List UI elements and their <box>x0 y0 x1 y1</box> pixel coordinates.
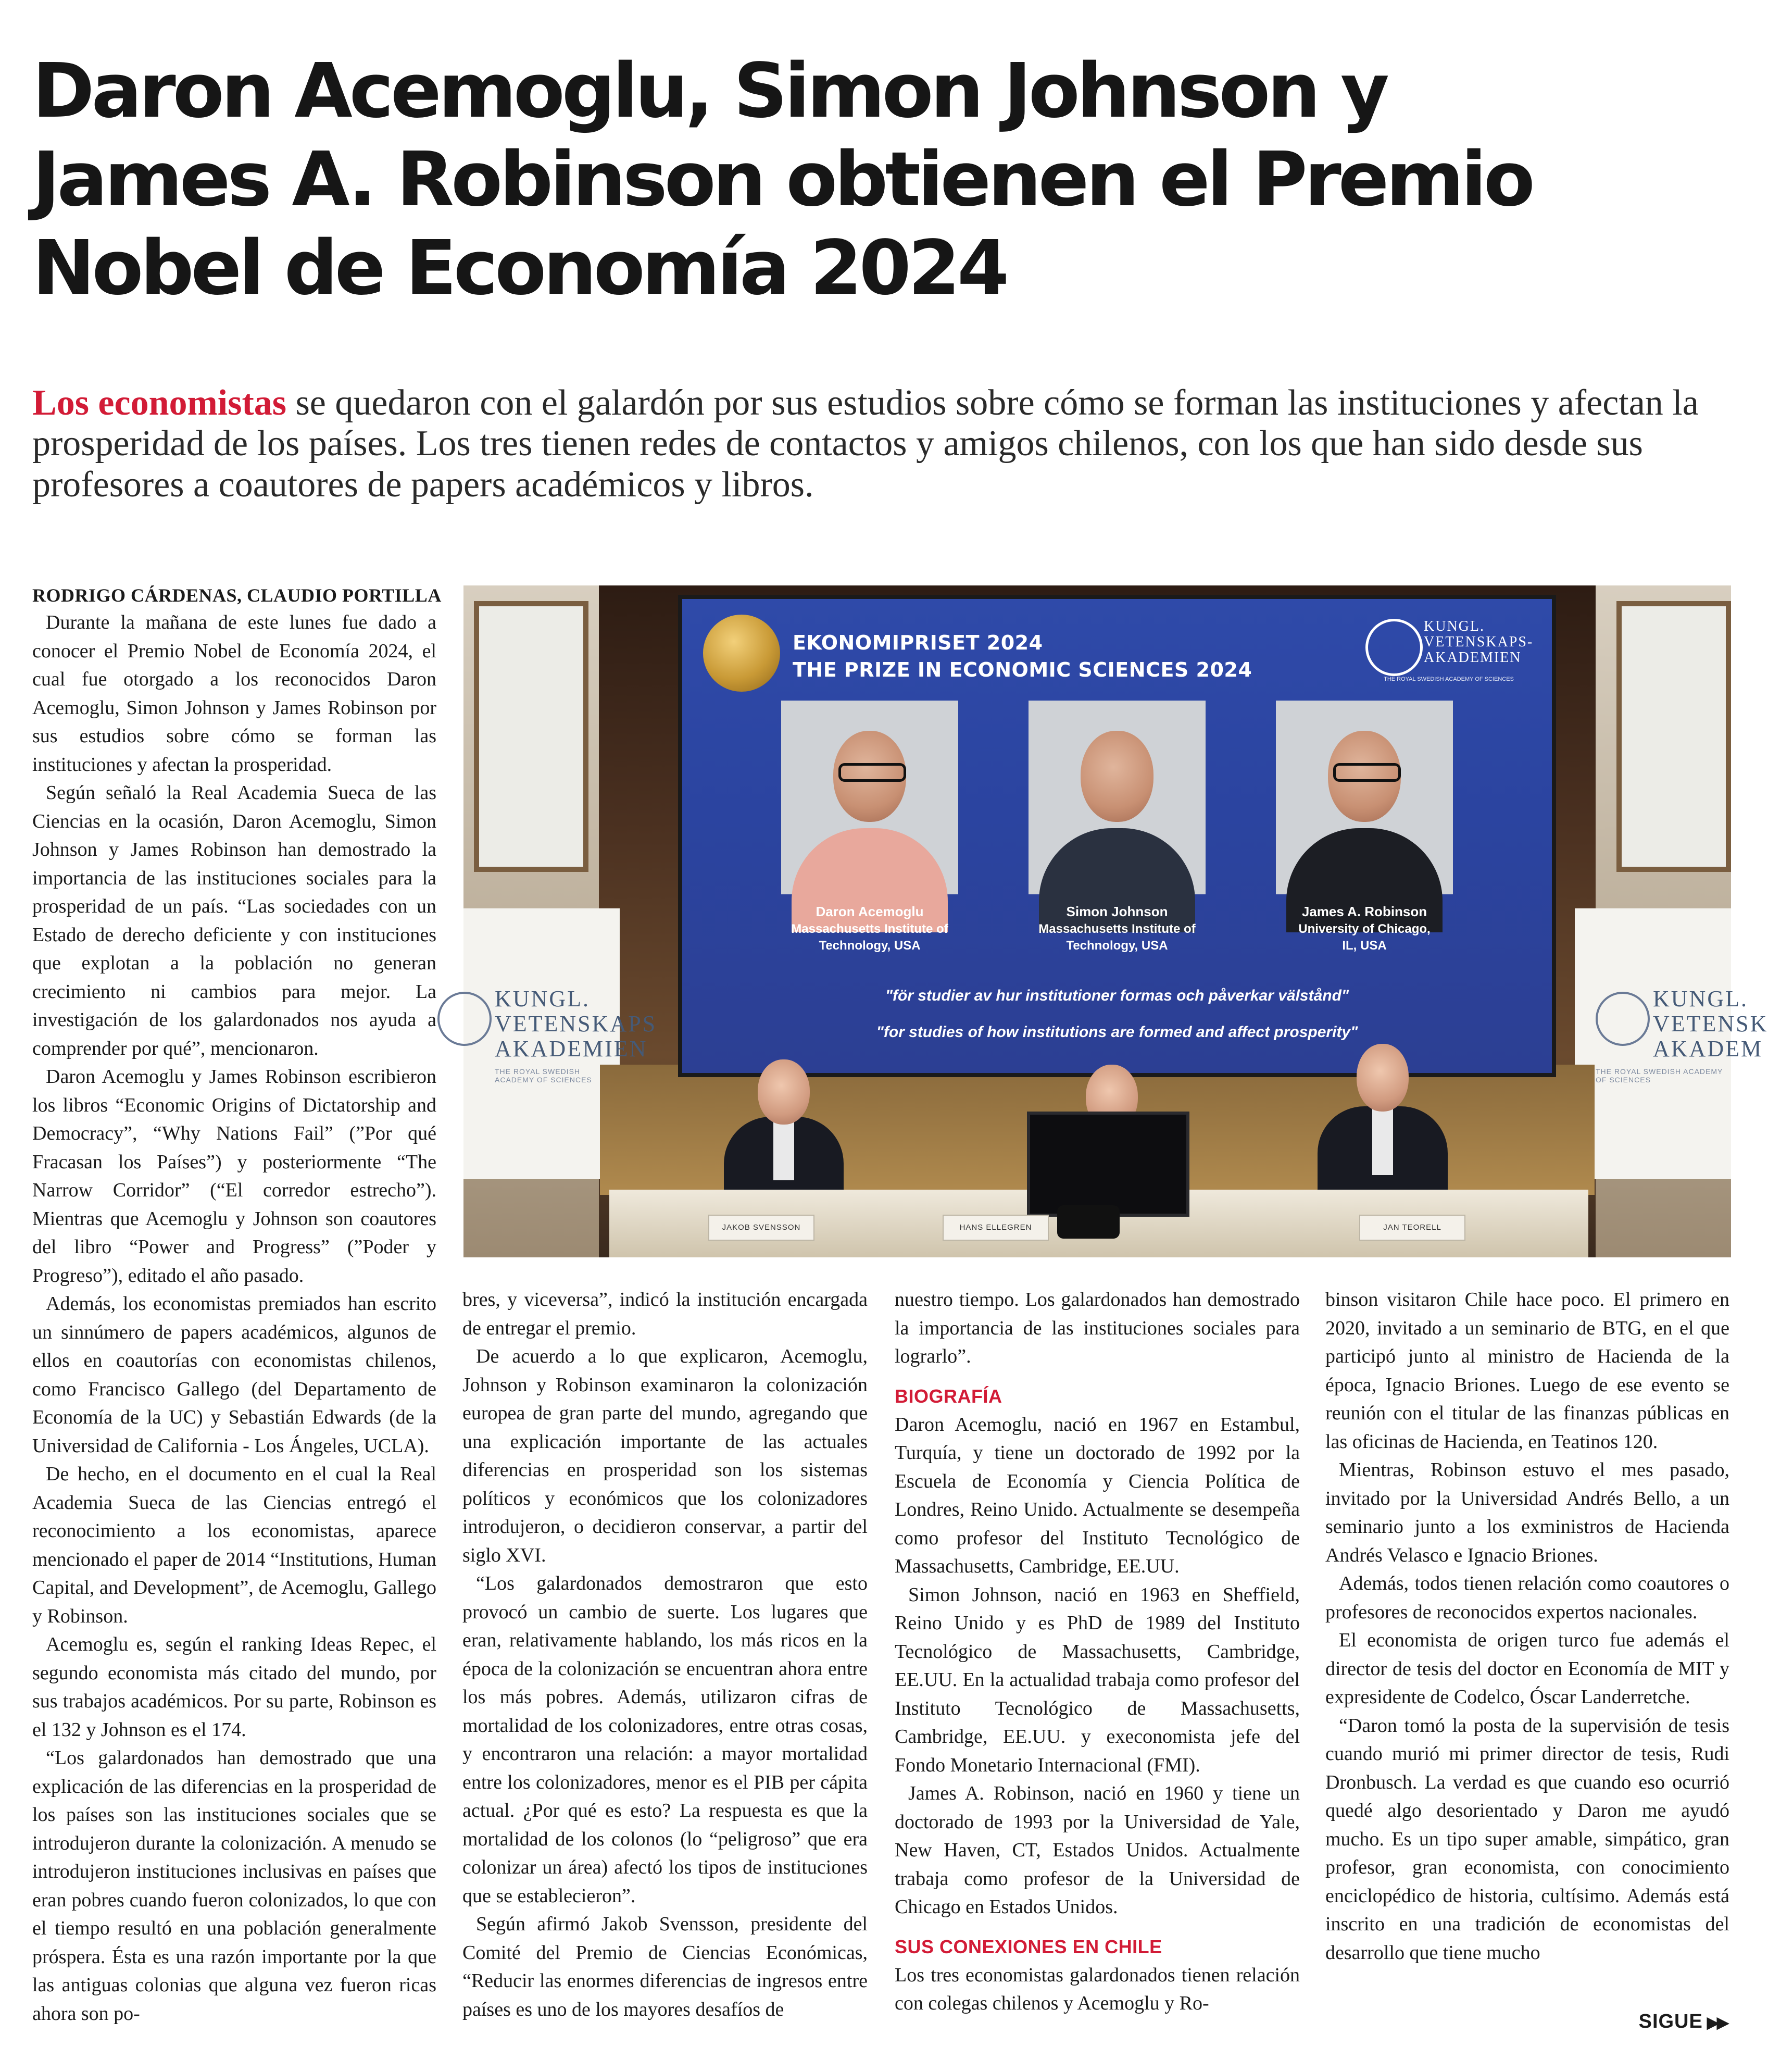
paragraph: Acemoglu es, según el ranking Ideas Repec, el segundo economista más citado del mundo, por sus trabajos académicos. Por su parte, Robinson es el 132 y Johnson es el 174. <box>32 1633 436 1741</box>
citation-english: "for studies of how institutions are formed and affect prosperity" <box>876 1023 1358 1041</box>
paragraph: Daron Acemoglu, nació en 1967 en Estambul, Turquía, y tiene un doctorado de 1992 por la Escuela de Economía y Ciencia Política de Londres, Reino Unido. Actualmente se desempeña como profesor del Instituto Tecnológico de Massachusetts, Cambridge, EE.UU. <box>895 1413 1300 1577</box>
banner-right-line: AKADEM <box>1653 1036 1763 1062</box>
banner-right-sub: THE ROYAL SWEDISH ACADEMY OF SCIENCES <box>1596 1067 1723 1084</box>
paragraph: binson visitaron Chile hace poco. El primero en 2020, invitado a un seminario de BTG, en el que participó junto al ministro de Hacienda de la época, Ignacio Briones. Luego de ese evento se reunión con el titular de las finanzas públicas en las oficinas de Hacienda, en Teatinos 120. <box>1325 1289 1729 1453</box>
headline-line-3: Nobel de Economía 2024 <box>32 223 1007 311</box>
academy-logo <box>1365 619 1532 686</box>
paragraph: Simon Johnson, nació en 1963 en Sheffield, Reino Unido y es PhD de 1989 del Instituto Tecnológico de Massachusetts, Cambridge, EE.UU. En la actualidad trabaja como profesor del Instituto Tecnológico de Massachusetts, Cambridge, EE.UU. y execonomista jefe del Fondo Monetario Internacional (FMI). <box>895 1583 1300 1776</box>
glasses-icon <box>838 763 906 782</box>
paragraph: “Los galardonados demostraron que esto provocó un cambio de suerte. Los lugares que eran, relativamente hablando, los más ricos en la época de la colonización se encuentran ahora entre los más pobres. Además, utilizaron cifras de mortalidad de los colonizadores, entre otras cosas, y encontraron una relación: a mayor mortalidad entre los colonizadores, menor es el PIB per cápita actual. ¿Por qué es esto? La respuesta es que la mortalidad de los colonos (lo “peligroso” que era colonizar un área) afectó los tipos de instituciones que se establecieron”. <box>462 1572 868 1907</box>
laureate-name: Simon Johnson <box>1066 904 1168 919</box>
academy-banner-right <box>1575 908 1768 1179</box>
screen-title-sv: EKONOMIPRISET 2024 <box>793 631 1043 654</box>
screen-title <box>793 629 1252 683</box>
panelist-shirt <box>773 1118 794 1180</box>
paragraph: Además, todos tienen relación como coautores o profesores de reconocidos expertos nacionales. <box>1325 1572 1729 1623</box>
paragraph: bres, y viceversa”, indicó la institución encargada de entregar el premio. <box>462 1289 868 1339</box>
academy-seal-icon <box>1596 992 1650 1046</box>
banner-right-line: VETENSK <box>1653 1011 1768 1037</box>
nameplate: HANS ELLEGREN <box>943 1215 1049 1241</box>
portrait-robinson <box>1276 701 1453 894</box>
banner-right-text <box>1653 987 1768 1062</box>
laureate-affiliation: Massachusetts Institute of <box>1038 922 1196 936</box>
paragraph: Además, los economistas premiados han escrito un sinnúmero de papers académicos, algunos de ellos en coautorías con economistas chilenos, como Francisco Gallego (del Departamento de Economía de la UC) y Sebastián Edwards (de la Universidad de California - Los Ángeles, UCLA). <box>32 1293 436 1457</box>
photo-window-right <box>1616 601 1731 872</box>
academy-sub: THE ROYAL SWEDISH ACADEMY OF SCIENCES <box>1384 676 1514 682</box>
paragraph: Según afirmó Jakob Svensson, presidente del Comité del Premio de Ciencias Económicas, “Reducir las enormes diferencias de ingresos entre países es uno de los mayores desafíos de <box>462 1913 868 2020</box>
nameplate: JAN TEORELL <box>1359 1215 1465 1241</box>
academy-line: VETENSKAPS- <box>1424 634 1534 650</box>
section-heading-conexiones: SUS CONEXIONES EN CHILE <box>895 1936 1162 1957</box>
laureate-affiliation: Technology, USA <box>819 939 921 953</box>
laptop-icon <box>1027 1112 1189 1217</box>
article-column-4 <box>1325 1285 1729 1967</box>
paragraph: Según señaló la Real Academia Sueca de las Ciencias en la ocasión, Daron Acemoglu, Simon Johnson y James Robinson han demostrado la importancia de las instituciones sociales para la prosperidad de un país. “Las sociedades con un Estado de derecho deficiente y con instituciones que explotan a la población no generan crecimiento ni cambios para mejor. La investigación de los galardonados nos ayuda a comprender por qué”, mencionaron. <box>32 782 436 1059</box>
citation-swedish: "för studier av hur institutioner formas och påverkar välstånd" <box>885 987 1349 1004</box>
academy-banner-left <box>463 908 657 1179</box>
banner-left-line: KUNGL. <box>495 986 590 1012</box>
banner-left-text <box>495 987 657 1062</box>
headline-line-1: Daron Acemoglu, Simon Johnson y <box>32 47 1386 134</box>
announcement-screen <box>678 595 1556 1077</box>
laureate-name: James A. Robinson <box>1301 904 1427 919</box>
academy-line: KUNGL. <box>1424 618 1485 634</box>
screen-title-en: THE PRIZE IN ECONOMIC SCIENCES 2024 <box>793 658 1252 681</box>
paragraph: “Los galardonados han demostrado que una explicación de las diferencias en la prosperidad de los países son las instituciones sociales que se introdujeron durante la colonización. A menudo se introdujeron instituciones inclusivas en países que eran pobres cuando fueron colonizados, lo que con el tiempo resultó en una población generalmente próspera. Ésta es una razón importante por la que las antiguas colonias que alguna vez fueron ricas ahora son po- <box>32 1747 436 2025</box>
paragraph: Los tres economistas galardonados tienen relación con colegas chilenos y Acemoglu y Ro- <box>895 1964 1300 2014</box>
paragraph: Durante la mañana de este lunes fue dado a conocer el Premio Nobel de Economía 2024, el cual fue otorgado a los reconocidos Daron Acemoglu, Simon Johnson y James Robinson por sus estudios sobre cómo se forman las instituciones y afectan la prosperidad. <box>32 611 436 776</box>
continue-label: SIGUE <box>1638 2011 1703 2032</box>
laureate-affiliation: University of Chicago, <box>1298 922 1431 936</box>
panelist-shirt <box>1372 1107 1393 1175</box>
deck-text: se quedaron con el galardón por sus estudios sobre cómo se forman las instituciones y afectan la prosperidad de los países. Los tres tienen redes de contactos y amigos chilenos, con los que han sido desde sus profesores a coautores de papers académicos y libros. <box>32 383 1699 505</box>
paragraph: Daron Acemoglu y James Robinson escribieron los libros “Economic Origins of Dictatorship and Democracy”, “Why Nations Fail” (”Por qué Fracasan los Países”) y posteriormente “The Narrow Corridor” (“El corredor estrecho”). Mientras que Acemoglu y Johnson son coautores del libro “Power and Progress” (”Poder y Progreso”), editado el año pasado. <box>32 1066 436 1287</box>
portrait-acemoglu <box>781 701 958 894</box>
banner-left-line: VETENSKAPS <box>495 1011 657 1037</box>
deck-kicker: Los economistas <box>32 383 287 423</box>
photo-window-left <box>474 601 588 872</box>
academy-name <box>1424 619 1533 666</box>
headline-line-2: James A. Robinson obtienen el Premio <box>32 135 1532 223</box>
banner-left-line: AKADEMIEN <box>495 1036 648 1062</box>
article-column-3 <box>895 1285 1300 2018</box>
banner-right-line: KUNGL. <box>1653 986 1748 1012</box>
section-heading-biografia: BIOGRAFÍA <box>895 1385 1002 1407</box>
academy-seal-icon <box>1365 619 1423 676</box>
banner-left-sub: THE ROYAL SWEDISH ACADEMY OF SCIENCES <box>495 1067 592 1084</box>
laureate-caption <box>1013 902 1221 954</box>
panelist-head <box>758 1059 810 1125</box>
paragraph: De hecho, en el documento en el cual la Real Academia Sueca de las Ciencias entregó el reconocimiento a los economistas, aparece mencionado el paper de 2014 “Institutions, Human Capital, and Development”, de Acemoglu, Gallego y Robinson. <box>32 1463 436 1627</box>
news-photo <box>463 585 1768 1257</box>
portrait-head <box>1081 731 1153 822</box>
paragraph: El economista de origen turco fue además el director de tesis del doctor en Economía de MIT y expresidente de Codelco, Óscar Landerretche. <box>1325 1629 1729 1708</box>
paragraph: “Daron tomó la posta de la supervisión de tesis cuando murió mi primer director de tesis, Rudi Dronbusch. La verdad es que cuando eso ocurrió quedé algo desorientado y Daron me ayudó mucho. Es un tipo super amable, simpático, gran profesor, gran economista, con conocimiento enciclopédico de historia, cultísimo. Además está inscrito en una tradición de economistas del desarrollo que tiene mucho <box>1325 1714 1729 1964</box>
laureate-caption <box>766 902 974 954</box>
article-column-1 <box>32 608 436 2028</box>
nobel-medal-icon <box>703 615 780 692</box>
portrait-johnson <box>1029 701 1206 894</box>
paragraph: Mientras, Robinson estuvo el mes pasado, invitado por la Universidad Andrés Bello, a un seminario junto a los exministros de Hacienda Andrés Velasco e Ignacio Briones. <box>1325 1459 1729 1566</box>
laureate-caption <box>1260 902 1469 954</box>
laureate-affiliation: Massachusetts Institute of <box>791 922 948 936</box>
nameplate: JAKOB SVENSSON <box>708 1215 814 1241</box>
paragraph: nuestro tiempo. Los galardonados han demostrado la importancia de las instituciones sociales para lograrlo”. <box>895 1289 1300 1367</box>
article-column-2 <box>462 1285 868 2024</box>
academy-seal-icon <box>437 992 492 1046</box>
double-arrow-icon: ▶▶ <box>1707 2014 1727 2031</box>
academy-line: AKADEMIEN <box>1424 650 1522 666</box>
byline: RODRIGO CÁRDENAS, CLAUDIO PORTILLA <box>32 585 442 606</box>
headline <box>32 47 1730 313</box>
laureate-affiliation: IL, USA <box>1342 939 1387 953</box>
paragraph: James A. Robinson, nació en 1960 y tiene un doctorado de 1993 por la Universidad de Yale, New Haven, CT, Estados Unidos. Actualmente trabaja como profesor de la Universidad de Chicago en Estados Unidos. <box>895 1782 1300 1918</box>
panelist-head <box>1357 1044 1409 1112</box>
camera-icon <box>1057 1205 1120 1239</box>
glasses-icon <box>1333 763 1401 782</box>
deck <box>32 383 1735 505</box>
continue-marker <box>1639 2011 1727 2033</box>
laureate-affiliation: Technology, USA <box>1066 939 1168 953</box>
laureate-name: Daron Acemoglu <box>816 904 924 919</box>
paragraph: De acuerdo a lo que explicaron, Acemoglu, Johnson y Robinson examinaron la colonización europea de gran parte del mundo, agregando que una explicación importante de las actuales diferencias en prosperidad son los sistemas políticos y económicos que los colonizadores introdujeron, o decidieron conservar, a partir del siglo XVI. <box>462 1345 868 1566</box>
